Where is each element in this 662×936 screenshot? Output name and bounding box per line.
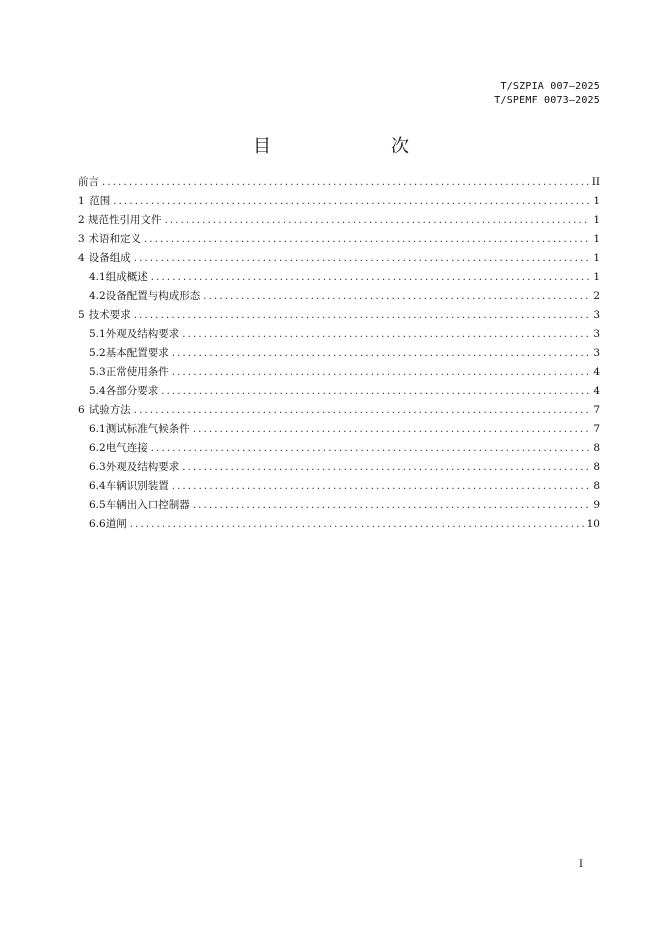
toc-dot-leader — [193, 500, 589, 511]
toc-entry[interactable] — [78, 269, 600, 288]
toc-entry-label: 各部分要求 — [105, 385, 159, 397]
toc-entry-page: 1 — [593, 252, 600, 264]
toc-entry-number: 4.2 — [89, 290, 106, 302]
toc-entry[interactable] — [78, 307, 600, 326]
toc-entry-label: 范围 — [89, 195, 111, 207]
toc-dot-leader — [182, 329, 589, 340]
toc-entry-label: 电气连接 — [105, 442, 148, 454]
toc-entry[interactable] — [78, 421, 600, 440]
toc-entry[interactable] — [78, 231, 600, 250]
toc-entry-number: 6.5 — [89, 499, 106, 511]
toc-entry[interactable] — [78, 440, 600, 459]
toc-entry-label: 外观及结构要求 — [105, 328, 180, 340]
toc-entry-label: 试验方法 — [88, 404, 131, 416]
toc-entry-label: 基本配置要求 — [105, 347, 169, 359]
toc-entry-number: 6.4 — [89, 480, 106, 492]
toc-entry-page: 4 — [593, 385, 600, 397]
toc-entry-page: 1 — [593, 195, 600, 207]
toc-entry-label: 前言 — [78, 176, 99, 188]
toc-entry-number: 6.6 — [89, 518, 106, 530]
toc-dot-leader — [151, 272, 589, 283]
toc-entry-number: 6.3 — [89, 461, 106, 473]
toc-entry-number: 5.2 — [89, 347, 106, 359]
toc-title: 目 次 — [253, 136, 437, 157]
toc-entry-page: 2 — [593, 290, 600, 302]
toc-entry-page: 8 — [593, 442, 600, 454]
toc-dot-leader — [151, 443, 589, 454]
standard-code-spemf: T/SPEMF 0073—2025 — [494, 95, 600, 106]
toc-dot-leader — [193, 424, 589, 435]
toc-entry-page: 1 — [593, 233, 600, 245]
toc-entry-page: 7 — [593, 404, 600, 416]
toc-dot-leader — [172, 481, 589, 492]
toc-entry-page: 9 — [593, 499, 600, 511]
toc-dot-leader — [172, 367, 589, 378]
toc-entry[interactable] — [78, 478, 600, 497]
toc-entry-label: 正常使用条件 — [105, 366, 169, 378]
standard-code-szpia: T/SZPIA 007—2025 — [500, 81, 600, 92]
toc-entry[interactable] — [78, 288, 600, 307]
standard-codes — [494, 80, 600, 108]
toc-entry[interactable] — [78, 459, 600, 478]
toc-dot-leader — [134, 405, 589, 416]
toc-dot-leader — [130, 519, 584, 530]
toc-entry-label: 组成概述 — [105, 271, 148, 283]
toc-entry-page: 10 — [586, 518, 600, 530]
toc-entry-page: 7 — [593, 423, 600, 435]
toc-dot-leader — [172, 348, 589, 359]
toc-entry-number: 3 — [78, 233, 85, 245]
toc-entry-page: 3 — [593, 347, 600, 359]
toc-entry-page: 3 — [593, 309, 600, 321]
toc-entry-page: 1 — [593, 271, 600, 283]
toc-entry-number: 4 — [78, 252, 85, 264]
toc-dot-leader — [144, 234, 589, 245]
toc-entry-page: 3 — [593, 328, 600, 340]
toc-entry-number: 5.1 — [89, 328, 106, 340]
toc-entry-number: 6.2 — [89, 442, 106, 454]
toc-entry-label: 规范性引用文件 — [87, 214, 162, 226]
toc-entry-label: 外观及结构要求 — [105, 461, 180, 473]
toc-entry-number: 5.3 — [89, 366, 106, 378]
toc-entry-page: 1 — [593, 214, 600, 226]
toc-entry-label: 术语和定义 — [88, 233, 141, 245]
toc-entry[interactable] — [78, 402, 600, 421]
toc-dot-leader — [203, 291, 589, 302]
toc-entry-number: 5.4 — [89, 385, 106, 397]
toc-entry[interactable] — [78, 174, 600, 193]
toc-entry[interactable] — [78, 212, 600, 231]
toc-entry-number: 6 — [78, 404, 85, 416]
toc-entry-label: 道闸 — [105, 518, 127, 530]
toc-entry-label: 测试标准气候条件 — [105, 423, 190, 435]
toc-entry[interactable] — [78, 383, 600, 402]
toc-entry-label: 技术要求 — [88, 309, 131, 321]
toc-dot-leader — [134, 310, 589, 321]
toc-entry-page: 8 — [593, 480, 600, 492]
toc-entry-label: 设备组成 — [88, 252, 131, 264]
toc-entry-number: 6.1 — [89, 423, 106, 435]
toc-dot-leader — [161, 386, 589, 397]
toc-entry[interactable] — [78, 345, 600, 364]
toc-dot-leader — [113, 196, 589, 207]
toc-entry-label: 车辆识别装置 — [105, 480, 169, 492]
toc-dot-leader — [182, 462, 589, 473]
toc-entry[interactable] — [78, 326, 600, 345]
toc-entry[interactable] — [78, 516, 600, 535]
toc-dot-leader — [102, 177, 589, 188]
toc-entry[interactable] — [78, 193, 600, 212]
toc-entry-number: 4.1 — [89, 271, 106, 283]
toc-entry-label: 设备配置与构成形态 — [105, 290, 201, 302]
page-number: I — [579, 859, 583, 870]
toc-dot-leader — [164, 215, 589, 226]
table-of-contents — [78, 174, 600, 535]
toc-entry[interactable] — [78, 497, 600, 516]
toc-entry-label: 车辆出入口控制器 — [105, 499, 190, 511]
toc-entry-page: II — [591, 176, 600, 188]
toc-entry-page: 4 — [593, 366, 600, 378]
toc-entry[interactable] — [78, 250, 600, 269]
toc-entry-page: 8 — [593, 461, 600, 473]
toc-entry[interactable] — [78, 364, 600, 383]
toc-entry-number: 1 — [78, 195, 85, 207]
toc-entry-number: 2 — [78, 214, 85, 226]
toc-entry-number: 5 — [78, 309, 85, 321]
toc-dot-leader — [134, 253, 589, 264]
